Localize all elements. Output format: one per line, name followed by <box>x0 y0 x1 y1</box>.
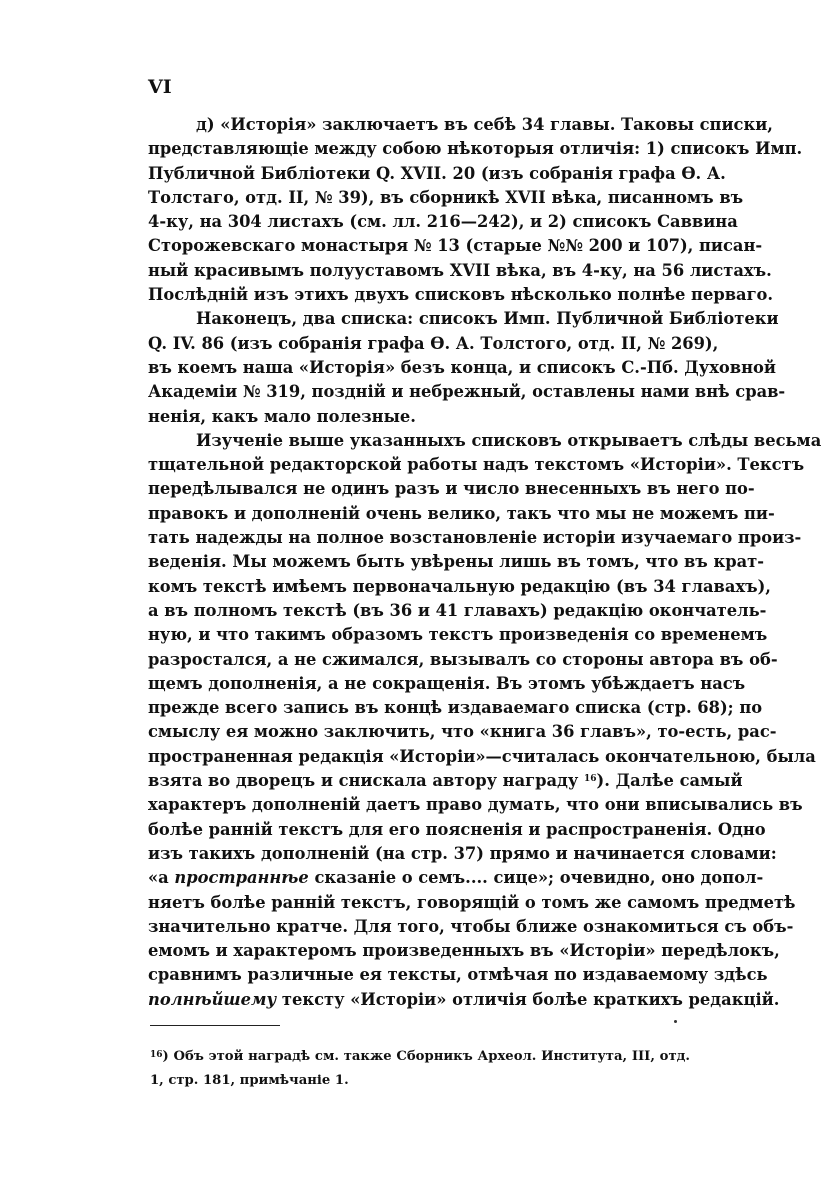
text-line: прежде всего запись въ концѣ издаваемаго списка (стр. 68); по <box>148 698 763 718</box>
text-line: а въ полномъ текстѣ (въ 36 и 41 главахъ) редакцію окончатель- <box>148 600 767 620</box>
text-line: пространенная редакція «Исторіи»—считалась окончательною, была <box>148 746 816 766</box>
text-line: тать надежды на полное возстановленіе исторіи изучаемаго произ- <box>148 528 802 548</box>
paragraph-1 <box>148 113 803 307</box>
text-line: Академіи № 319, поздній и небрежный, оставлены нами внѣ срав- <box>148 382 786 402</box>
ink-dot <box>674 1020 677 1023</box>
text-line: разростался, а не сжимался, вызывалъ со стороны автора въ об- <box>148 649 778 669</box>
text-line: Послѣдній изъ этихъ двухъ списковъ нѣсколько полнѣе перваго. <box>148 285 774 305</box>
text-line: Публичной Библіотеки Q. XVII. 20 (изъ собранія графа Ѳ. А. <box>148 163 726 183</box>
text-line: смыслу ея можно заключить, что «книга 36 главъ», то-есть, рас- <box>148 722 777 742</box>
text-fragment: ). Далѣе самый <box>596 771 743 791</box>
page-number: VI <box>148 76 172 98</box>
text-line: представляющіе между собою нѣкоторыя отличія: 1) списокъ Имп. <box>148 139 803 159</box>
footnote-ref[interactable]: 16 <box>584 774 597 785</box>
text-line: щемъ дополненія, а не сокращенія. Въ этомъ убѣждаетъ насъ <box>148 673 746 693</box>
text-line: правокъ и дополненій очень велико, такъ что мы не можемъ пи- <box>148 503 775 523</box>
main-text <box>148 113 822 1012</box>
footnote <box>150 1045 690 1093</box>
text-line: характеръ дополненій даетъ право думать, что они вписывались въ <box>148 795 803 815</box>
text-line: значительно кратче. Для того, чтобы ближе ознакомиться съ объ- <box>148 916 794 936</box>
text-line: въ коемъ наша «Исторія» безъ конца, и списокъ С.-Пб. Духовной <box>148 357 776 377</box>
text-line: ненія, какъ мало полезные. <box>148 406 416 426</box>
text-line-with-footnote-ref <box>148 769 743 793</box>
paragraph-2 <box>148 307 786 428</box>
text-line-with-italic <box>148 988 780 1012</box>
text-line: передѣлывался не одинъ разъ и число внесенныхъ въ него по- <box>148 479 755 499</box>
text-line: няетъ болѣе ранній текстъ, говорящій о томъ же самомъ предметѣ <box>148 892 796 912</box>
italic-word: пространнѣе <box>174 868 309 888</box>
text-line: тщательной редакторской работы надъ текстомъ «Исторіи». Текстъ <box>148 455 805 475</box>
quote-open: «а <box>148 868 175 888</box>
footnote-line <box>150 1045 690 1069</box>
text-line: сравнимъ различные ея тексты, отмѣчая по издаваемому здѣсь <box>148 965 768 985</box>
text-line: изъ такихъ дополненій (на стр. 37) прямо и начинается словами: <box>148 843 777 863</box>
italic-word: полнѣйшему <box>148 989 277 1009</box>
text-line: Изученіе выше указанныхъ списковъ открываетъ слѣды весьма <box>196 430 822 450</box>
footnote-marker: 16 <box>150 1050 163 1060</box>
text-line-with-quote <box>148 866 764 890</box>
text-line: болѣе ранній текстъ для его поясненія и распространенія. Одно <box>148 819 766 839</box>
text-line: ную, и что такимъ образомъ текстъ произведенія со временемъ <box>148 625 768 645</box>
footnote-line: 1, стр. 181, примѣчаніе 1. <box>150 1073 349 1088</box>
text-line: ный красивымъ полууставомъ XVII вѣка, въ 4-ку, на 56 листахъ. <box>148 260 772 280</box>
paragraph-3 <box>148 429 822 1012</box>
text-fragment: сказаніе о семъ.... сице»; очевидно, оно допол- <box>314 868 764 888</box>
text-line: д) «Исторія» заключаетъ въ себѣ 34 главы. Таковы списки, <box>196 115 773 134</box>
footnote-text: ) Объ этой наградѣ см. также Сборникъ Археол. Института, III, отд. <box>162 1049 690 1064</box>
text-line: емомъ и характеромъ произведенныхъ въ «Исторіи» передѣлокъ, <box>148 941 780 961</box>
text-line: Q. IV. 86 (изъ собранія графа Ѳ. А. Толстого, отд. II, № 269), <box>148 333 719 353</box>
text-line: Толстаго, отд. II, № 39), въ сборникѣ XVII вѣка, писанномъ въ <box>148 187 744 207</box>
text-line: Наконецъ, два списка: списокъ Имп. Публичной Библіотеки <box>196 309 779 329</box>
footnote-separator <box>150 1025 280 1026</box>
text-line: веденія. Мы можемъ быть увѣрены лишь въ томъ, что въ крат- <box>148 552 764 572</box>
text-line: Сторожевскаго монастыря № 13 (старые №№ 200 и 107), писан- <box>148 236 763 256</box>
text-fragment: взята во дворецъ и снискала автору награду <box>148 771 579 791</box>
text-line: 4-ку, на 304 листахъ (см. лл. 216—242), и 2) списокъ Саввина <box>148 212 738 232</box>
text-fragment: тексту «Исторіи» отличія болѣе краткихъ редакцій. <box>281 989 780 1009</box>
text-line: комъ текстѣ имѣемъ первоначальную редакцію (въ 34 главахъ), <box>148 576 771 596</box>
